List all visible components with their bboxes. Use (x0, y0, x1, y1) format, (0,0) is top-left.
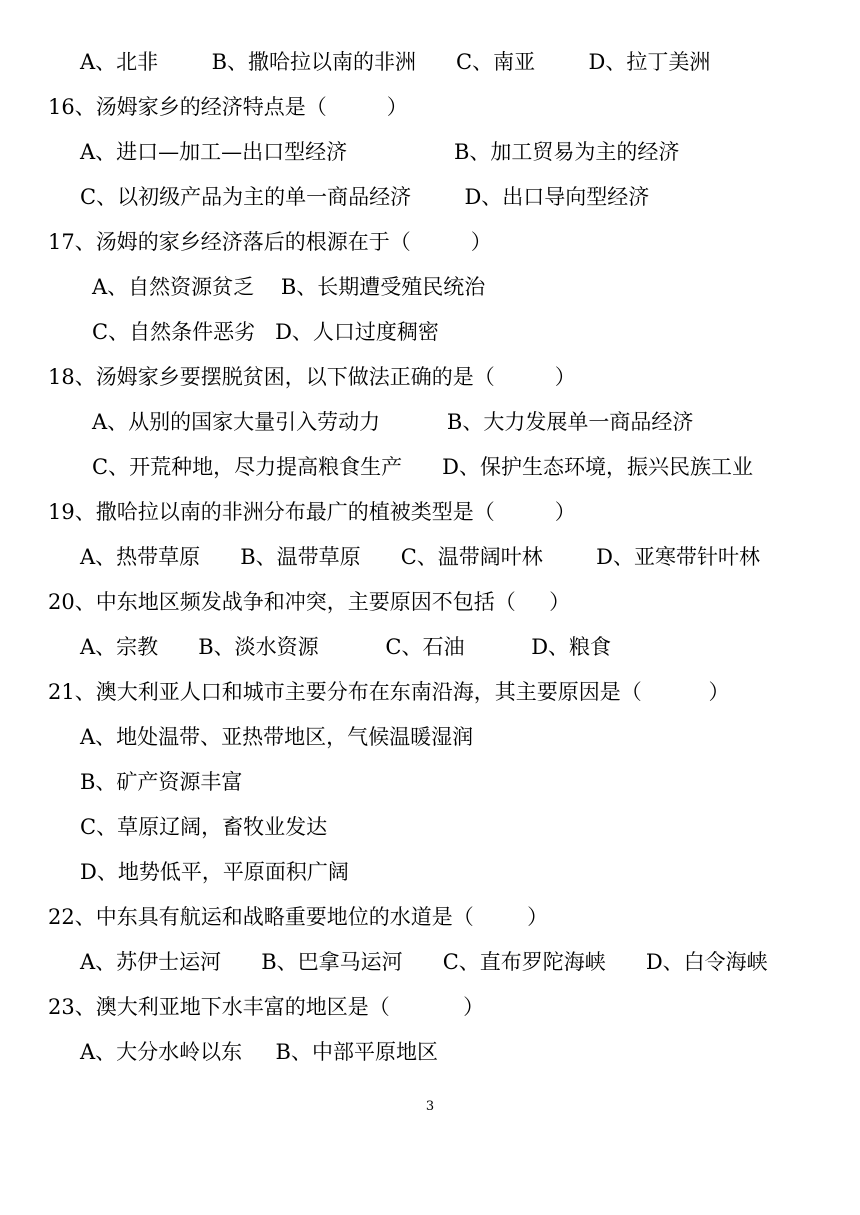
option-line-q20: A、宗教 B、淡水资源 C、石油 D、粮食 (80, 635, 612, 659)
option-line-q18-ab: A、从别的国家大量引入劳动力 B、大力发展单一商品经济 (92, 410, 694, 434)
option-line-q17-ab: A、自然资源贫乏 B、长期遭受殖民统治 (92, 275, 486, 299)
option-q21-b: B、矿产资源丰富 (80, 770, 243, 794)
question-18: 18、汤姆家乡要摆脱贫困，以下做法正确的是（ ） (48, 365, 576, 389)
question-21: 21、澳大利亚人口和城市主要分布在东南沿海，其主要原因是（ ） (48, 680, 730, 704)
page-number: 3 (425, 1099, 435, 1114)
question-19: 19、撒哈拉以南的非洲分布最广的植被类型是（ ） (48, 500, 576, 524)
option-q21-a: A、地处温带、亚热带地区，气候温暖湿润 (80, 725, 474, 749)
option-line-q22: A、苏伊士运河 B、巴拿马运河 C、直布罗陀海峡 D、白令海峡 (80, 950, 768, 974)
option-q21-c: C、草原辽阔，畜牧业发达 (80, 815, 328, 839)
option-line-q16-cd: C、以初级产品为主的单一商品经济 D、出口导向型经济 (80, 185, 650, 209)
option-line-q18-cd: C、开荒种地，尽力提高粮食生产 D、保护生态环境，振兴民族工业 (92, 455, 753, 479)
question-17: 17、汤姆的家乡经济落后的根源在于（ ） (48, 230, 492, 254)
option-line-q23: A、大分水岭以东 B、中部平原地区 (80, 1040, 438, 1064)
question-22: 22、中东具有航运和战略重要地位的水道是（ ） (48, 905, 549, 929)
question-20: 20、中东地区频发战争和冲突，主要原因不包括（ ） (48, 590, 571, 614)
question-16: 16、汤姆家乡的经济特点是（ ） (48, 95, 408, 119)
option-line-q16-ab: A、进口—加工—出口型经济 B、加工贸易为主的经济 (80, 140, 680, 164)
option-line-q17-cd: C、自然条件恶劣 D、人口过度稠密 (92, 320, 439, 344)
option-line-q19: A、热带草原 B、温带草原 C、温带阔叶林 D、亚寒带针叶林 (80, 545, 761, 569)
question-23: 23、澳大利亚地下水丰富的地区是（ ） (48, 995, 485, 1019)
option-q21-d: D、地势低平，平原面积广阔 (80, 860, 349, 884)
option-line-q15: A、北非 B、撒哈拉以南的非洲 C、南亚 D、拉丁美洲 (80, 50, 711, 74)
